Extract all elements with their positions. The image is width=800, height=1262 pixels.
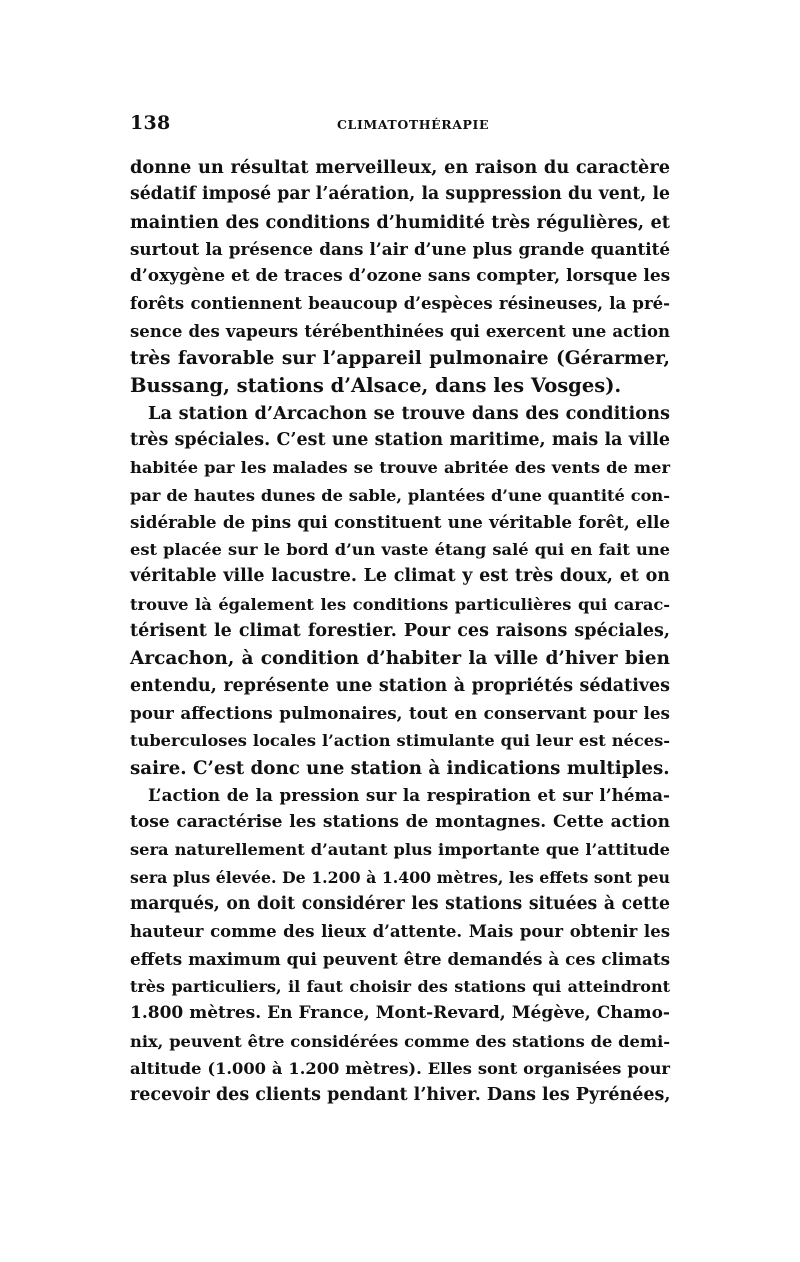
page-number: 138 xyxy=(130,112,171,134)
text-line: Bussang, stations d’Alsace, dans les Vosges). xyxy=(130,374,622,398)
text-line: véritable ville lacustre. Le climat y est très doux, et on xyxy=(130,566,670,587)
text-line: L’action de la pression sur la respiration et sur l’héma- xyxy=(148,784,670,805)
text-line: 1.800 mètres. En France, Mont-Revard, Mégève, Chamo- xyxy=(130,1003,670,1024)
text-line: sera plus élevée. De 1.200 à 1.400 mètres, les effets sont peu xyxy=(130,867,670,887)
text-line: forêts contiennent beaucoup d’espèces résineuses, la pré- xyxy=(130,294,670,314)
text-line: par de hautes dunes de sable, plantées d’une quantité con- xyxy=(130,485,670,505)
text-line: d’oxygène et de traces d’ozone sans compter, lorsque les xyxy=(130,266,671,287)
text-line: très favorable sur l’appareil pulmonaire (Gérarmer, xyxy=(130,348,670,370)
text-line: tuberculoses locales l’action stimulante qui leur est néces- xyxy=(130,731,670,751)
text-line: sédatif imposé par l’aération, la suppression du vent, le xyxy=(130,184,670,205)
text-line: très spéciales. C’est une station maritime, mais la ville xyxy=(130,429,670,450)
text-line: trouve là également les conditions particulières qui carac- xyxy=(130,594,670,614)
text-line: Arcachon, à condition d’habiter la ville d’hiver bien xyxy=(130,648,670,670)
text-line: térisent le climat forestier. Pour ces raisons spéciales, xyxy=(130,621,670,642)
text-line: marqués, on doit considérer les stations situées à cette xyxy=(130,894,670,915)
text-line: saire. C’est donc une station à indications multiples. xyxy=(130,757,670,779)
text-line: maintien des conditions d’humidité très régulières, et xyxy=(130,211,670,233)
text-line: pour affections pulmonaires, tout en conservant pour les xyxy=(130,702,670,723)
text-line: entendu, représente une station à propriétés sédatives xyxy=(130,675,670,696)
running-header xyxy=(130,112,670,136)
text-line: hauteur comme des lieux d’attente. Mais pour obtenir les xyxy=(130,922,670,942)
running-title: CLIMATOTHÉRAPIE xyxy=(337,117,490,132)
text-line: très particuliers, il faut choisir des stations qui atteindront xyxy=(130,976,670,996)
text-line: altitude (1.000 à 1.200 mètres). Elles sont organisées pour xyxy=(130,1058,670,1078)
text-line: habitée par les malades se trouve abritée des vents de mer xyxy=(130,458,670,478)
text-line: sera naturellement d’autant plus importante que l’attitude xyxy=(130,840,670,860)
body-text xyxy=(130,154,670,1109)
text-line: La station d’Arcachon se trouve dans des conditions xyxy=(148,402,670,424)
text-line: est placée sur le bord d’un vaste étang salé qui en fait une xyxy=(130,540,670,560)
text-line: nix, peuvent être considérées comme des stations de demi- xyxy=(130,1031,670,1051)
paragraph xyxy=(130,400,670,782)
text-line: sence des vapeurs térébenthinées qui exercent une action xyxy=(130,321,670,341)
text-line: surtout la présence dans l’air d’une plus grande quantité xyxy=(130,238,670,259)
text-line: recevoir des clients pendant l’hiver. Dans les Pyrénées, xyxy=(130,1085,671,1106)
text-line: tose caractérise les stations de montagnes. Cette action xyxy=(130,812,670,833)
paragraph xyxy=(130,154,670,400)
text-line: donne un résultat merveilleux, en raison du caractère xyxy=(130,157,670,178)
text-line: sidérable de pins qui constituent une véritable forêt, elle xyxy=(130,511,670,532)
text-line: effets maximum qui peuvent être demandés à ces climats xyxy=(130,948,670,969)
paragraph xyxy=(130,782,670,1110)
